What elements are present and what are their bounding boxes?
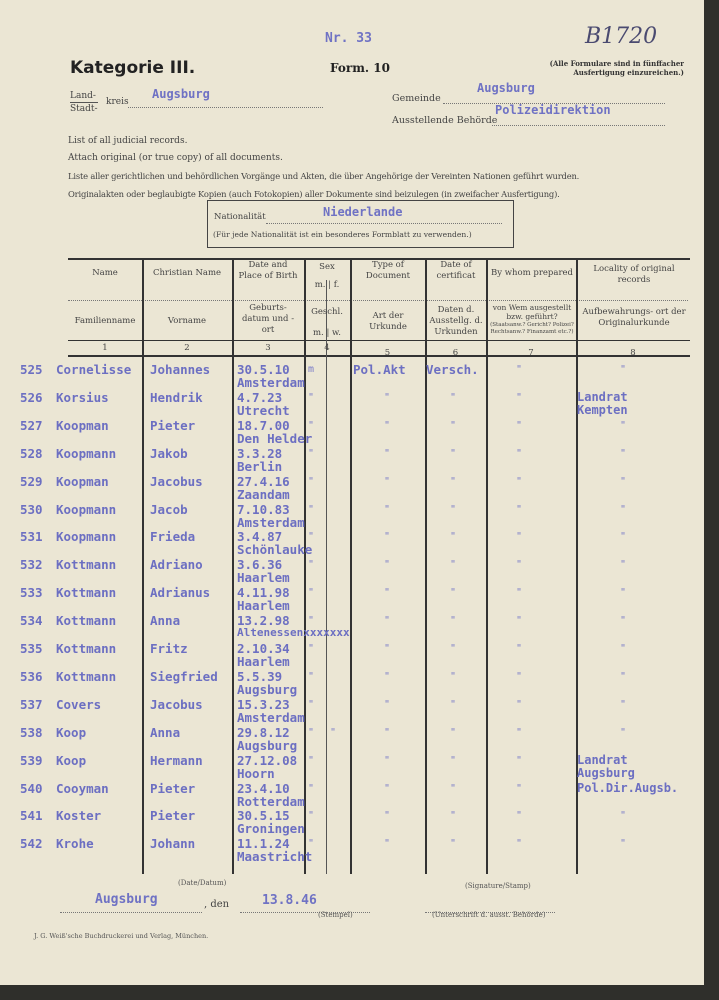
- table-row: [0, 725, 704, 755]
- table-row: [0, 697, 704, 727]
- certificate-date: ": [450, 671, 457, 682]
- col-header-bywhom-de: von Wem ausgestellt bzw. geführt?: [492, 303, 572, 321]
- birth-place: Augsburg: [237, 738, 298, 753]
- birth-place: Utrecht: [237, 403, 290, 418]
- col-header-type-de: Art der Urkunde: [369, 311, 407, 332]
- certificate-date: ": [450, 643, 457, 654]
- sex-male-mark: ": [308, 727, 315, 738]
- birth-date: 7.10.83: [237, 502, 290, 517]
- document-type: ": [384, 587, 391, 598]
- nationality-label: Nationalität: [214, 212, 266, 222]
- sex-male-mark: ": [308, 559, 315, 570]
- birth-date: 3.6.36: [237, 557, 283, 572]
- col-header-type-en: Type of Document: [365, 260, 411, 281]
- table-row: [0, 446, 704, 476]
- prepared-by: ": [516, 392, 523, 403]
- behoerde-field-line: [492, 116, 665, 126]
- christian-name: Adriano: [150, 557, 203, 572]
- col-header-date-de: Daten d. Ausstellg. d. Urkunden: [429, 305, 483, 337]
- kreis-label: kreis: [106, 97, 129, 107]
- sex-male-mark: ": [308, 392, 315, 403]
- original-records-locality: ": [620, 420, 627, 431]
- original-records-locality: ": [620, 643, 627, 654]
- surname: Koopman: [56, 418, 109, 433]
- table-row: [0, 613, 704, 643]
- document-type: ": [384, 476, 391, 487]
- kreis-value: Augsburg: [152, 87, 210, 101]
- surname: Cooyman: [56, 781, 109, 796]
- certificate-date: ": [450, 531, 457, 542]
- gemeinde-value: Augsburg: [477, 81, 535, 95]
- instruction-line-3: Liste aller gerichtlichen und behördlichen Vorgänge und Akten, die über Angehörige der Vereinten Nationen geführt wurden.: [68, 171, 580, 181]
- col-header-bywhom-de-small: (Staatsanw.? Gericht? Polizei? Rechtsanw.? Finanzamt etc.?): [490, 322, 574, 335]
- record-number: 541: [20, 808, 43, 823]
- birth-place: Haarlem: [237, 598, 290, 613]
- birth-date: 23.4.10: [237, 781, 290, 796]
- col-number-5: 5: [384, 348, 391, 358]
- table-row: [0, 502, 704, 532]
- certificate-date: ": [450, 615, 457, 626]
- certificate-date: ": [450, 559, 457, 570]
- document-number: Nr. 33: [325, 31, 372, 46]
- record-number: 536: [20, 669, 43, 684]
- nationality-value: Niederlande: [323, 205, 403, 219]
- table-row: [0, 557, 704, 587]
- surname: Koop: [56, 753, 87, 768]
- category-title: Kategorie III.: [70, 58, 196, 78]
- surname: Koopmann: [56, 502, 117, 517]
- certificate-date: ": [450, 783, 457, 794]
- stadt-label: Stadt-: [70, 104, 98, 114]
- instruction-line-1: List of all judicial records.: [68, 136, 188, 146]
- birth-place: Amsterdam: [237, 515, 305, 530]
- sex-male-mark: ": [308, 755, 315, 766]
- prepared-by: ": [516, 671, 523, 682]
- birth-date: 3.3.28: [237, 446, 283, 461]
- prepared-by: ": [516, 810, 523, 821]
- prepared-by: ": [516, 783, 523, 794]
- col-header-bywhom-en: By whom prepared: [491, 268, 573, 278]
- document-type: Pol.Akt: [353, 362, 406, 377]
- surname: Cornelisse: [56, 362, 132, 377]
- record-number: 531: [20, 529, 43, 544]
- original-records-locality: Pol.Dir.Augsb.: [577, 781, 679, 795]
- certificate-date: ": [450, 476, 457, 487]
- table-row: [0, 781, 704, 811]
- col-number-7: 7: [528, 348, 534, 358]
- col-header-christian-de: Vorname: [167, 316, 207, 326]
- table-row: [0, 390, 704, 420]
- birth-place: Schönlauke: [237, 542, 313, 557]
- christian-name: Pieter: [150, 781, 196, 796]
- date-caption: (Date/Datum): [178, 879, 227, 887]
- document-type: ": [384, 727, 391, 738]
- birth-place: Augsburg: [237, 682, 298, 697]
- surname: Kottmann: [56, 557, 117, 572]
- nationality-note: (Für jede Nationalität ist ein besonderes Formblatt zu verwenden.): [213, 230, 472, 239]
- certificate-date: ": [450, 420, 457, 431]
- scan-edge-bottom: [0, 985, 704, 1000]
- scan-edge-right: [704, 0, 719, 1000]
- surname: Kottmann: [56, 641, 117, 656]
- surname: Kottmann: [56, 669, 117, 684]
- header-divider-numbers: [68, 340, 690, 341]
- certificate-date: ": [450, 392, 457, 403]
- original-records-locality: ": [620, 615, 627, 626]
- record-number: 542: [20, 836, 43, 851]
- sex-male-mark: ": [308, 838, 315, 849]
- nationality-box: [207, 200, 514, 248]
- col-header-locality-de: Aufbewahrungs- ort der Originalurkunde: [582, 307, 686, 328]
- table-row: [0, 474, 704, 504]
- sex-male-mark: ": [308, 643, 315, 654]
- stamped-caption: (Stempel): [318, 911, 353, 919]
- birth-date: 11.1.24: [237, 836, 290, 851]
- surname: Korsius: [56, 390, 109, 405]
- document-type: ": [384, 531, 391, 542]
- record-number: 527: [20, 418, 43, 433]
- document-type: ": [384, 755, 391, 766]
- certificate-date: ": [450, 504, 457, 515]
- col-header-name-de: Familienname: [74, 316, 136, 326]
- col-header-sex-en-sub: m. | f.: [314, 280, 340, 290]
- sex-male-mark: ": [308, 420, 315, 431]
- col-header-sex-de: Geschl.: [311, 307, 343, 317]
- original-records-locality: ": [620, 671, 627, 682]
- table-row: [0, 753, 704, 783]
- birth-date: 30.5.15: [237, 808, 290, 823]
- document-type: ": [384, 448, 391, 459]
- original-records-locality: ": [620, 504, 627, 515]
- birth-date: 3.4.87: [237, 529, 283, 544]
- sex-male-mark: ": [308, 531, 315, 542]
- date-value: 13.8.46: [262, 893, 317, 908]
- record-number: 535: [20, 641, 43, 656]
- certificate-date: ": [450, 699, 457, 710]
- sex-male-mark: ": [308, 671, 315, 682]
- table-row: [0, 641, 704, 671]
- surname: Kottmann: [56, 613, 117, 628]
- birth-date: 15.3.23: [237, 697, 290, 712]
- submission-note: [500, 59, 684, 77]
- record-number: 528: [20, 446, 43, 461]
- certificate-date: ": [450, 755, 457, 766]
- col-header-sex-de-sub: m. | w.: [313, 328, 341, 338]
- col-header-date-en: Date of certificat: [436, 260, 476, 281]
- birth-place: Amsterdam: [237, 375, 305, 390]
- birth-place: Berlin: [237, 459, 283, 474]
- prepared-by: ": [516, 476, 523, 487]
- col-number-6: 6: [452, 348, 459, 358]
- col-header-christian-en: Christian Name: [152, 268, 222, 278]
- christian-name: Pieter: [150, 418, 196, 433]
- printer-imprint: J. G. Weiß'sche Buchdruckerei und Verlag, München.: [34, 932, 209, 940]
- birth-date: 4.11.98: [237, 585, 290, 600]
- document-type: ": [384, 783, 391, 794]
- birth-date: 30.5.10: [237, 362, 290, 377]
- birth-place: Amsterdam: [237, 710, 305, 725]
- record-number: 537: [20, 697, 43, 712]
- christian-name: Adrianus: [150, 585, 211, 600]
- original-records-locality: ": [620, 587, 627, 598]
- christian-name: Jakob: [150, 446, 188, 461]
- record-number: 529: [20, 474, 43, 489]
- certificate-date: ": [450, 727, 457, 738]
- prepared-by: ": [516, 364, 523, 375]
- original-records-locality: ": [620, 448, 627, 459]
- record-number: 526: [20, 390, 43, 405]
- original-records-locality: ": [620, 810, 627, 821]
- table-row: [0, 418, 704, 448]
- birth-date: 13.2.98: [237, 613, 290, 628]
- col-number-3: 3: [265, 343, 271, 353]
- document-type: ": [384, 671, 391, 682]
- place-field-line: [60, 906, 202, 913]
- original-records-locality-line2: Augsburg: [577, 766, 635, 780]
- sex-female-mark: ": [330, 727, 337, 738]
- record-number: 530: [20, 502, 43, 517]
- col-number-1: 1: [102, 343, 108, 353]
- prepared-by: ": [516, 587, 523, 598]
- birth-place: Rotterdam: [237, 794, 305, 809]
- christian-name: Fritz: [150, 641, 188, 656]
- christian-name: Anna: [150, 613, 181, 628]
- gemeinde-label: Gemeinde: [392, 93, 441, 104]
- table-row: [0, 669, 704, 699]
- birth-date: 29.8.12: [237, 725, 290, 740]
- signature-caption: (Signature/Stamp): [465, 882, 531, 890]
- prepared-by: ": [516, 448, 523, 459]
- surname: Koop: [56, 725, 87, 740]
- birth-date: 18.7.00: [237, 418, 290, 433]
- birth-place: Den Helder: [237, 431, 313, 446]
- table-row: [0, 585, 704, 615]
- original-records-locality: ": [620, 727, 627, 738]
- record-number: 525: [20, 362, 43, 377]
- original-records-locality: ": [620, 559, 627, 570]
- christian-name: Anna: [150, 725, 181, 740]
- original-records-locality-line2: Kempten: [577, 403, 628, 417]
- sex-male-mark: ": [308, 783, 315, 794]
- christian-name: Hermann: [150, 753, 203, 768]
- birth-date: 27.12.08: [237, 753, 298, 768]
- birth-place: Haarlem: [237, 654, 290, 669]
- col-number-8: 8: [630, 348, 636, 358]
- birth-place: Maastricht: [237, 849, 313, 864]
- behoerde-label: Ausstellende Behörde: [392, 115, 498, 126]
- document-type: ": [384, 810, 391, 821]
- original-records-locality: Landrat: [577, 753, 628, 767]
- record-number: 534: [20, 613, 43, 628]
- col-header-birth-de: Geburts- datum und -ort: [241, 303, 295, 335]
- surname: Kottmann: [56, 585, 117, 600]
- surname: Covers: [56, 697, 102, 712]
- col-header-name-en: Name: [92, 268, 118, 278]
- col-header-birth-en: Date and Place of Birth: [238, 260, 298, 281]
- certificate-date: Versch.: [426, 362, 479, 377]
- document-type: ": [384, 420, 391, 431]
- surname: Koster: [56, 808, 102, 823]
- sex-male-mark: m: [308, 364, 315, 375]
- birth-date: 5.5.39: [237, 669, 283, 684]
- original-records-locality: Landrat: [577, 390, 628, 404]
- prepared-by: ": [516, 559, 523, 570]
- record-number: 533: [20, 585, 43, 600]
- table-row: [0, 362, 704, 392]
- submission-note-line2: Ausfertigung einzureichen.): [573, 68, 684, 77]
- document-type: ": [384, 559, 391, 570]
- table-row: [0, 808, 704, 838]
- record-number: 540: [20, 781, 43, 796]
- birth-place: Altenessenxxxxxxx: [237, 626, 350, 639]
- instruction-line-2: Attach original (or true copy) of all documents.: [68, 153, 283, 163]
- prepared-by: ": [516, 727, 523, 738]
- prepared-by: ": [516, 615, 523, 626]
- prepared-by: ": [516, 699, 523, 710]
- form-number: Form. 10: [330, 61, 390, 75]
- birth-place: Zaandam: [237, 487, 290, 502]
- prepared-by: ": [516, 755, 523, 766]
- instruction-line-4: Originalakten oder beglaubigte Kopien (auch Fotokopien) aller Dokumente sind beizulegen (in zweifacher Ausfertigung).: [68, 189, 560, 199]
- table-row: [0, 529, 704, 559]
- birth-date: 2.10.34: [237, 641, 290, 656]
- land-stadt-label: [70, 90, 98, 115]
- sex-male-mark: ": [308, 587, 315, 598]
- record-number: 539: [20, 753, 43, 768]
- birth-place: Hoorn: [237, 766, 275, 781]
- land-label: Land-: [70, 91, 96, 101]
- christian-name: Hendrik: [150, 390, 203, 405]
- sex-male-mark: ": [308, 448, 315, 459]
- record-number: 538: [20, 725, 43, 740]
- col-number-4: 4: [324, 343, 330, 353]
- original-records-locality: ": [620, 838, 627, 849]
- original-records-locality: ": [620, 476, 627, 487]
- prepared-by: ": [516, 420, 523, 431]
- sex-male-mark: ": [308, 504, 315, 515]
- original-records-locality: ": [620, 364, 627, 375]
- christian-name: Johannes: [150, 362, 211, 377]
- behoerde-value: Polizeidirektion: [495, 103, 611, 117]
- birth-date: 27.4.16: [237, 474, 290, 489]
- surname: Koopmann: [56, 529, 117, 544]
- surname: Koopmann: [56, 446, 117, 461]
- document-type: ": [384, 615, 391, 626]
- christian-name: Jacob: [150, 502, 188, 517]
- col-number-2: 2: [184, 343, 190, 353]
- document-type: ": [384, 504, 391, 515]
- birth-place: Groningen: [237, 821, 305, 836]
- header-divider-en-de: [68, 300, 688, 301]
- christian-name: Frieda: [150, 529, 196, 544]
- sex-male-mark: ": [308, 476, 315, 487]
- col-header-sex-en: Sex: [319, 262, 335, 272]
- surname: Koopman: [56, 474, 109, 489]
- original-records-locality: ": [620, 531, 627, 542]
- sex-male-mark: ": [308, 615, 315, 626]
- prepared-by: ": [516, 643, 523, 654]
- record-number: 532: [20, 557, 43, 572]
- christian-name: Johann: [150, 836, 196, 851]
- christian-name: Pieter: [150, 808, 196, 823]
- certificate-date: ": [450, 448, 457, 459]
- table-row: [0, 836, 704, 866]
- submission-note-line1: (Alle Formulare sind in fünffacher: [549, 59, 684, 68]
- certificate-date: ": [450, 838, 457, 849]
- certificate-date: ": [450, 587, 457, 598]
- certificate-date: ": [450, 810, 457, 821]
- original-records-locality: ": [620, 699, 627, 710]
- birth-date: 4.7.23: [237, 390, 283, 405]
- document-type: ": [384, 699, 391, 710]
- christian-name: Jacobus: [150, 474, 203, 489]
- birth-place: Haarlem: [237, 570, 290, 585]
- christian-name: Siegfried: [150, 669, 218, 684]
- document-type: ": [384, 838, 391, 849]
- surname: Krohe: [56, 836, 94, 851]
- prepared-by: ": [516, 504, 523, 515]
- document-type: ": [384, 643, 391, 654]
- document-type: ": [384, 392, 391, 403]
- sex-male-mark: ": [308, 699, 315, 710]
- christian-name: Jacobus: [150, 697, 203, 712]
- handwritten-reference: B1720: [585, 24, 658, 49]
- unterschrift-caption: (Unterschrift d. ausst. Behörde): [432, 911, 546, 919]
- prepared-by: ": [516, 838, 523, 849]
- col-header-locality-en: Locality of original records: [593, 264, 675, 285]
- prepared-by: ": [516, 531, 523, 542]
- sex-male-mark: ": [308, 810, 315, 821]
- den-label: , den: [204, 899, 230, 910]
- place-value: Augsburg: [95, 892, 158, 907]
